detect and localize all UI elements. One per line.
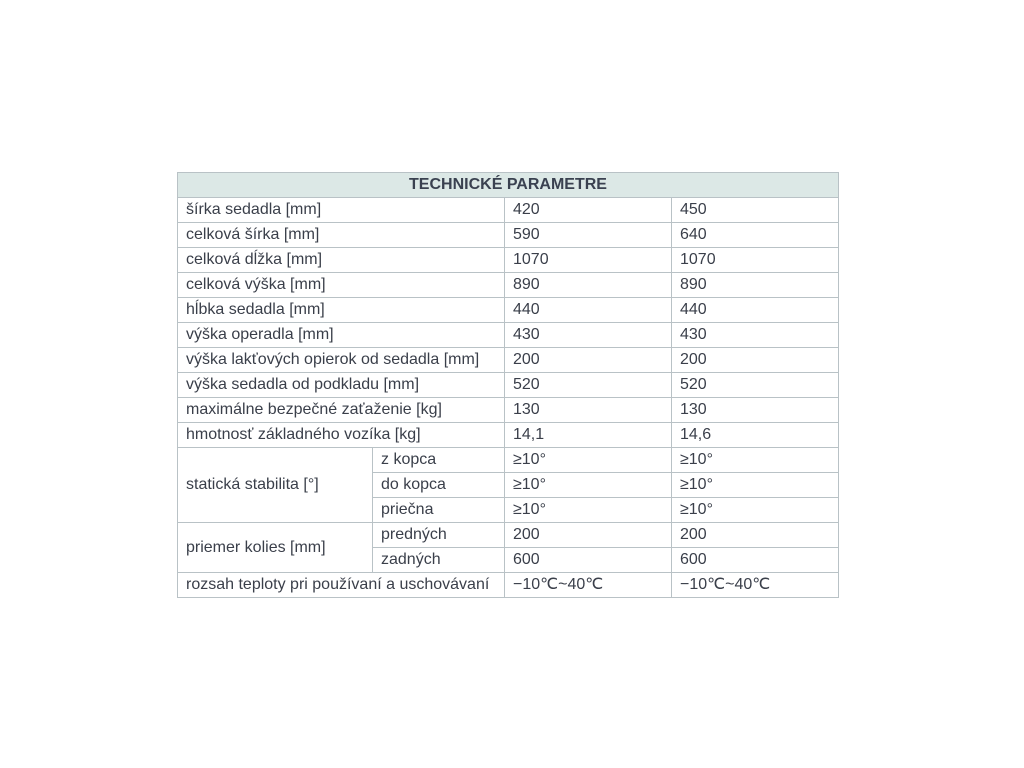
table-row xyxy=(178,198,839,223)
table-row xyxy=(178,448,839,473)
table-title: TECHNICKÉ PARAMETRE xyxy=(178,173,839,198)
row-label: celková dĺžka [mm] xyxy=(178,248,505,273)
value-cell: 640 xyxy=(672,223,839,248)
table-header-row xyxy=(178,173,839,198)
row-label: maximálne bezpečné zaťaženie [kg] xyxy=(178,398,505,423)
row-label: hmotnosť základného vozíka [kg] xyxy=(178,423,505,448)
row-label: hĺbka sedadla [mm] xyxy=(178,298,505,323)
value-cell: 200 xyxy=(672,523,839,548)
table-row xyxy=(178,573,839,598)
value-cell: ≥10° xyxy=(672,473,839,498)
table-row xyxy=(178,423,839,448)
value-cell: 450 xyxy=(672,198,839,223)
value-cell: 200 xyxy=(505,348,672,373)
value-cell: 520 xyxy=(672,373,839,398)
row-label: výška sedadla od podkladu [mm] xyxy=(178,373,505,398)
value-cell: 200 xyxy=(505,523,672,548)
table-row xyxy=(178,323,839,348)
sub-label: predných xyxy=(373,523,505,548)
group-label-wheel-diameter: priemer kolies [mm] xyxy=(178,523,373,573)
table-row xyxy=(178,223,839,248)
value-cell: 520 xyxy=(505,373,672,398)
value-cell: 600 xyxy=(672,548,839,573)
sub-label: priečna xyxy=(373,498,505,523)
value-cell: ≥10° xyxy=(505,473,672,498)
sub-label: do kopca xyxy=(373,473,505,498)
value-cell: 200 xyxy=(672,348,839,373)
value-cell: 420 xyxy=(505,198,672,223)
value-cell: 440 xyxy=(505,298,672,323)
row-label: celková šírka [mm] xyxy=(178,223,505,248)
table-row xyxy=(178,398,839,423)
table-row xyxy=(178,273,839,298)
value-cell: −10℃~40℃ xyxy=(672,573,839,598)
table-row xyxy=(178,523,839,548)
value-cell: 430 xyxy=(672,323,839,348)
value-cell: ≥10° xyxy=(505,448,672,473)
table-row xyxy=(178,248,839,273)
sub-label: zadných xyxy=(373,548,505,573)
value-cell: 130 xyxy=(505,398,672,423)
table-row xyxy=(178,298,839,323)
sub-label: z kopca xyxy=(373,448,505,473)
value-cell: ≥10° xyxy=(672,448,839,473)
value-cell: 14,6 xyxy=(672,423,839,448)
table-row xyxy=(178,373,839,398)
group-label-static-stability: statická stabilita [°] xyxy=(178,448,373,523)
row-label: rozsah teploty pri používaní a uschovávaní xyxy=(178,573,505,598)
technical-parameters-table xyxy=(177,172,839,598)
value-cell: ≥10° xyxy=(505,498,672,523)
value-cell: 600 xyxy=(505,548,672,573)
value-cell: ≥10° xyxy=(672,498,839,523)
value-cell: 890 xyxy=(505,273,672,298)
value-cell: 430 xyxy=(505,323,672,348)
value-cell: 1070 xyxy=(505,248,672,273)
value-cell: 890 xyxy=(672,273,839,298)
row-label: šírka sedadla [mm] xyxy=(178,198,505,223)
value-cell: −10℃~40℃ xyxy=(505,573,672,598)
row-label: celková výška [mm] xyxy=(178,273,505,298)
value-cell: 1070 xyxy=(672,248,839,273)
value-cell: 14,1 xyxy=(505,423,672,448)
value-cell: 130 xyxy=(672,398,839,423)
value-cell: 440 xyxy=(672,298,839,323)
table-row xyxy=(178,348,839,373)
value-cell: 590 xyxy=(505,223,672,248)
row-label: výška operadla [mm] xyxy=(178,323,505,348)
row-label: výška lakťových opierok od sedadla [mm] xyxy=(178,348,505,373)
